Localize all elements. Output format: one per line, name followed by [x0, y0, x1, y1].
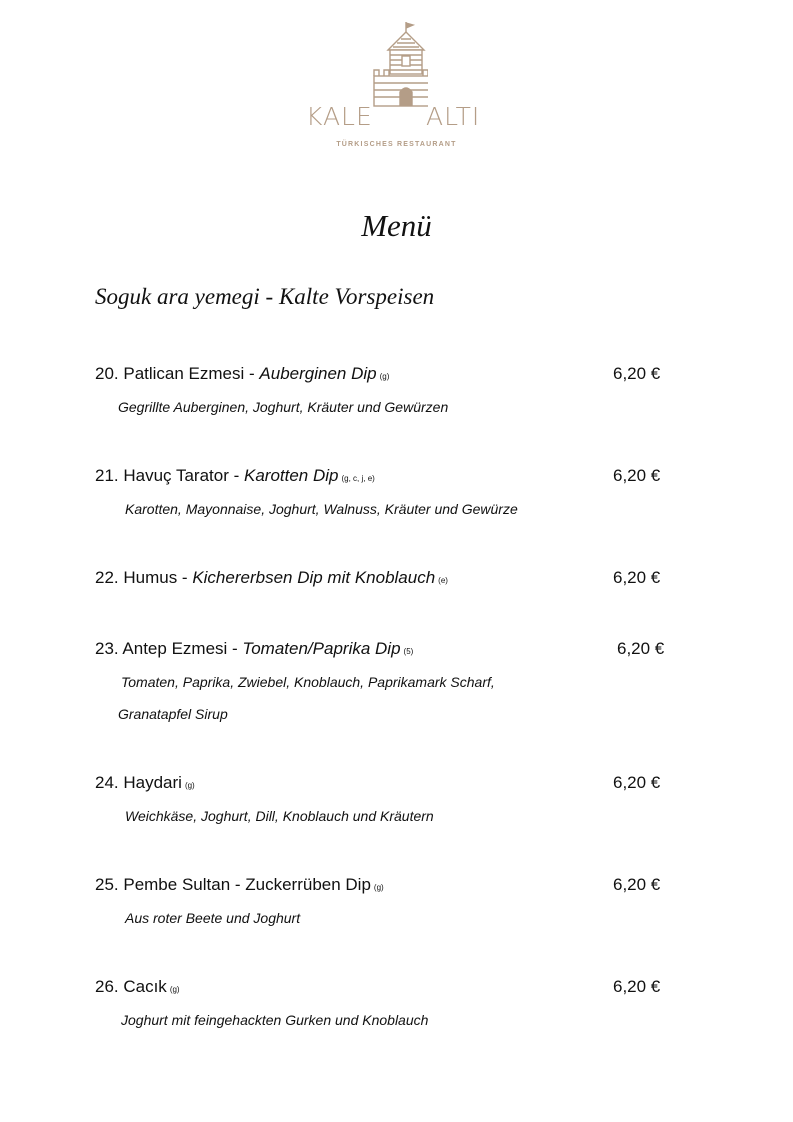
item-name: 21. Havuç Tarator -	[95, 466, 244, 485]
item-price: 6,20 €	[613, 568, 661, 587]
menu-item-title	[95, 466, 375, 486]
item-german-name: Tomaten/Paprika Dip	[242, 639, 401, 658]
item-allergens: (g, c, j, e)	[341, 474, 375, 483]
item-price: 6,20 €	[613, 977, 661, 996]
item-german-name: Karotten Dip	[243, 466, 339, 485]
item-name: 24. Haydari	[95, 773, 182, 792]
castle-icon	[366, 20, 428, 110]
item-allergens: (g)	[373, 883, 384, 892]
menu-item-title	[95, 568, 448, 588]
item-german-name: Kichererbsen Dip mit Knoblauch	[192, 568, 436, 587]
item-price: 6,20 €	[613, 875, 661, 894]
menu-item-title	[95, 773, 195, 793]
menu-item-title	[95, 977, 180, 997]
item-name: 20. Patlican Ezmesi -	[95, 364, 260, 383]
item-description: Aus roter Beete und Joghurt	[125, 910, 301, 926]
item-description: Karotten, Mayonnaise, Joghurt, Walnuss, Kräuter und Gewürze	[125, 501, 518, 517]
item-name: 26. Cacık	[95, 977, 167, 996]
item-description: Weichkäse, Joghurt, Dill, Knoblauch und Kräutern	[125, 808, 434, 824]
item-allergens: (e)	[438, 576, 448, 585]
item-allergens: (g)	[184, 781, 195, 790]
item-price: 6,20 €	[613, 466, 661, 485]
item-description: Joghurt mit feingehackten Gurken und Knoblauch	[121, 1012, 429, 1028]
restaurant-logo	[300, 20, 493, 148]
menu-item-title	[95, 639, 413, 659]
logo-subtitle: TÜRKISCHES RESTAURANT	[336, 141, 457, 148]
page-title: Menü	[361, 208, 432, 243]
item-german-name: Auberginen Dip	[259, 364, 377, 383]
item-name: 23. Antep Ezmesi -	[95, 639, 243, 658]
menu-item-title	[95, 875, 384, 895]
item-allergens: (5)	[403, 647, 414, 656]
item-description: Granatapfel Sirup	[118, 706, 228, 722]
item-description: Tomaten, Paprika, Zwiebel, Knoblauch, Paprikamark Scharf,	[121, 674, 495, 690]
logo-word-left: KALE	[306, 102, 373, 131]
item-price: 6,20 €	[613, 364, 661, 383]
item-price: 6,20 €	[617, 639, 665, 658]
item-name: 22. Humus -	[95, 568, 193, 587]
item-description: Gegrillte Auberginen, Joghurt, Kräuter und Gewürzen	[118, 399, 449, 415]
item-price: 6,20 €	[613, 773, 661, 792]
logo-word-right: ALTI	[426, 102, 481, 131]
item-allergens: (g)	[379, 372, 390, 381]
item-name: 25. Pembe Sultan - Zuckerrüben Dip	[95, 875, 371, 894]
item-allergens: (g)	[169, 985, 180, 994]
menu-item-title	[95, 364, 389, 384]
section-heading: Soguk ara yemegi - Kalte Vorspeisen	[95, 284, 435, 309]
